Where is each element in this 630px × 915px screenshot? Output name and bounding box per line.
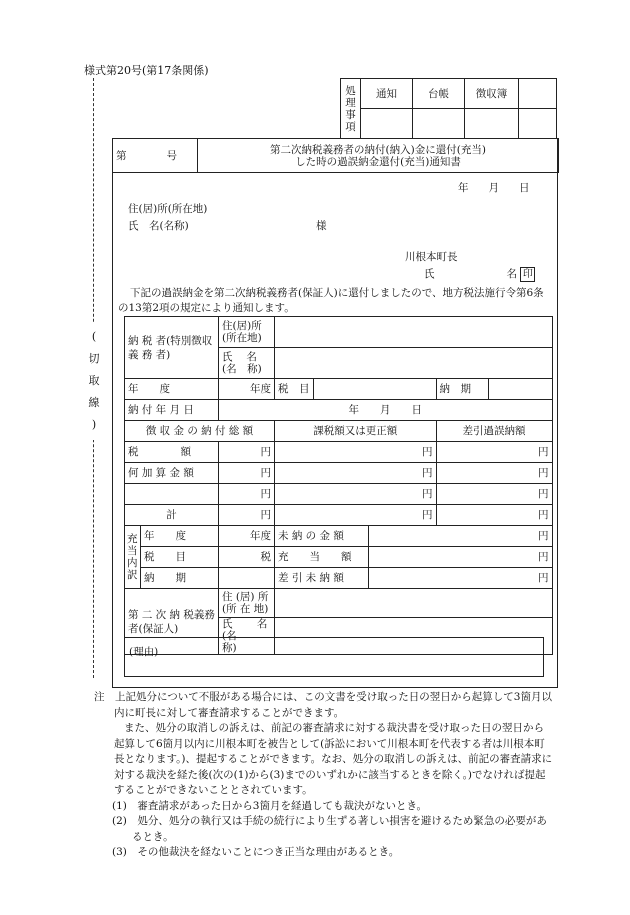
reason-label: (理由) <box>129 646 159 658</box>
note-item-3: (3) その他裁決を経ないことにつき正当な理由があるとき。 <box>112 846 400 858</box>
tax-item-label: 税 目 <box>275 379 314 400</box>
col-assessed: 課税額又は更正額 <box>275 421 437 442</box>
secondary-address-label: 住 (居) 所(所 在 地) <box>219 589 275 618</box>
taxpayer-label: 納 税 者(特別徴収義 務 者) <box>125 317 219 379</box>
payment-date-value: 年 月 日 <box>219 400 553 421</box>
processing-label: 処理事項 <box>341 79 361 139</box>
year-nendo: 年度 <box>219 379 275 400</box>
payment-date-label: 納 付 年 月 日 <box>125 400 219 421</box>
recipient-address-label: 住(居)所(所在地) <box>128 203 208 215</box>
issuer-title: 川根本町長 <box>405 251 458 263</box>
processing-col-notice: 通知 <box>361 79 413 109</box>
secondary-name-label: 氏 名(名 称) <box>219 618 275 655</box>
note-item-1: (1) 審査請求があった日から3箇月を経過しても裁決がないとき。 <box>112 799 428 812</box>
header-table <box>112 138 559 173</box>
recipient-name-label: 氏 名(名称) <box>128 220 189 232</box>
note-paragraph-1: 注 上記処分について不服がある場合には、この文書を受け取った日の翌日から起算して3箇月以内に町長に対して審査請求することができます。 <box>94 691 552 719</box>
reason-box <box>124 637 544 677</box>
details-table: 納 税 者(特別徴収義 務 者) 住(居)所(所在地) 氏 名(名 称) 年 度 年度 税 目 納 期 納 付 年 月 日 年 月 日 徴 収 金 の 納 付 総 額 課税額又は更正額 差引過誤納額 税 額 円 円 円 何 加 算 金 額 円 円 円 円 円 円 計 円 円 円 充当内訳 年 度 年度 未 納 の 金 額 円 税 目 税 充 当 額 円 納 期 差 引 未 納 額 円 第 二 次 納 税義務者(保証人) 住 (居) 所(所 在 地) 氏 名(名 称) <box>124 316 553 655</box>
seal-mark: 印 <box>520 267 535 282</box>
processing-col-ledger: 台帳 <box>413 79 465 109</box>
year-label: 年 度 <box>125 379 219 400</box>
note-item-2: (2) 処分、処分の執行又は手続の続行により生ずる著しい損害を避けるため緊急の必要があるとき。 <box>112 815 547 843</box>
date-line: 年 月 日 <box>458 182 530 194</box>
issuer-name: 氏 名 印 <box>424 266 535 282</box>
document-title: 第二次納税義務者の納付(納入)金に還付(充当) した時の過誤納金還付(充当)通知書 <box>198 139 559 173</box>
body-text: 下記の過誤納金を第二次納税義務者(保証人)に還付しましたので、地方税法施行令第6条の13第2項の規定により通知します。 <box>118 287 544 314</box>
table-row: 何 加 算 金 額 円 円 円 <box>125 463 553 484</box>
form-id: 様式第20号(第17条関係) <box>84 64 209 77</box>
note-paragraph-2: また、処分の取消しの訴えは、前記の審査請求に対する裁決書を受け取った日の翌日から起算して6箇月以内に川根本町を被告として(訴訟において川根本町を代表する者は川根本町長となります。)、提起することができます。なお、処分の取消しの訴えは、前記の審査請求に対する裁決を経た後(次の(1)から(3)までのいずれかに該当するときを除く。)でなければ提起することができないこととされています。 <box>114 722 553 796</box>
number-field: 第 号 <box>113 139 198 173</box>
col-total-paid: 徴 収 金 の 納 付 総 額 <box>125 421 275 442</box>
table-row: 円 円 円 <box>125 484 553 505</box>
notes <box>84 690 554 861</box>
col-overpaid: 差引過誤納額 <box>436 421 552 442</box>
allocation-label: 充当内訳 <box>125 526 141 589</box>
processing-table <box>340 78 557 139</box>
taxpayer-address-label: 住(居)所(所在地) <box>219 317 275 348</box>
taxpayer-name-label: 氏 名(名 称) <box>219 348 275 379</box>
table-row: 税 額 円 円 円 <box>125 442 553 463</box>
processing-col-collection: 徴収簿 <box>465 79 519 109</box>
secondary-taxpayer-label: 第 二 次 納 税義務者(保証人) <box>125 589 219 655</box>
due-label: 納 期 <box>436 379 488 400</box>
cut-line-label: ( 切 取 線 ) <box>88 322 100 440</box>
recipient-sama: 様 <box>316 220 327 232</box>
table-row-total: 計 円 円 円 <box>125 505 553 526</box>
